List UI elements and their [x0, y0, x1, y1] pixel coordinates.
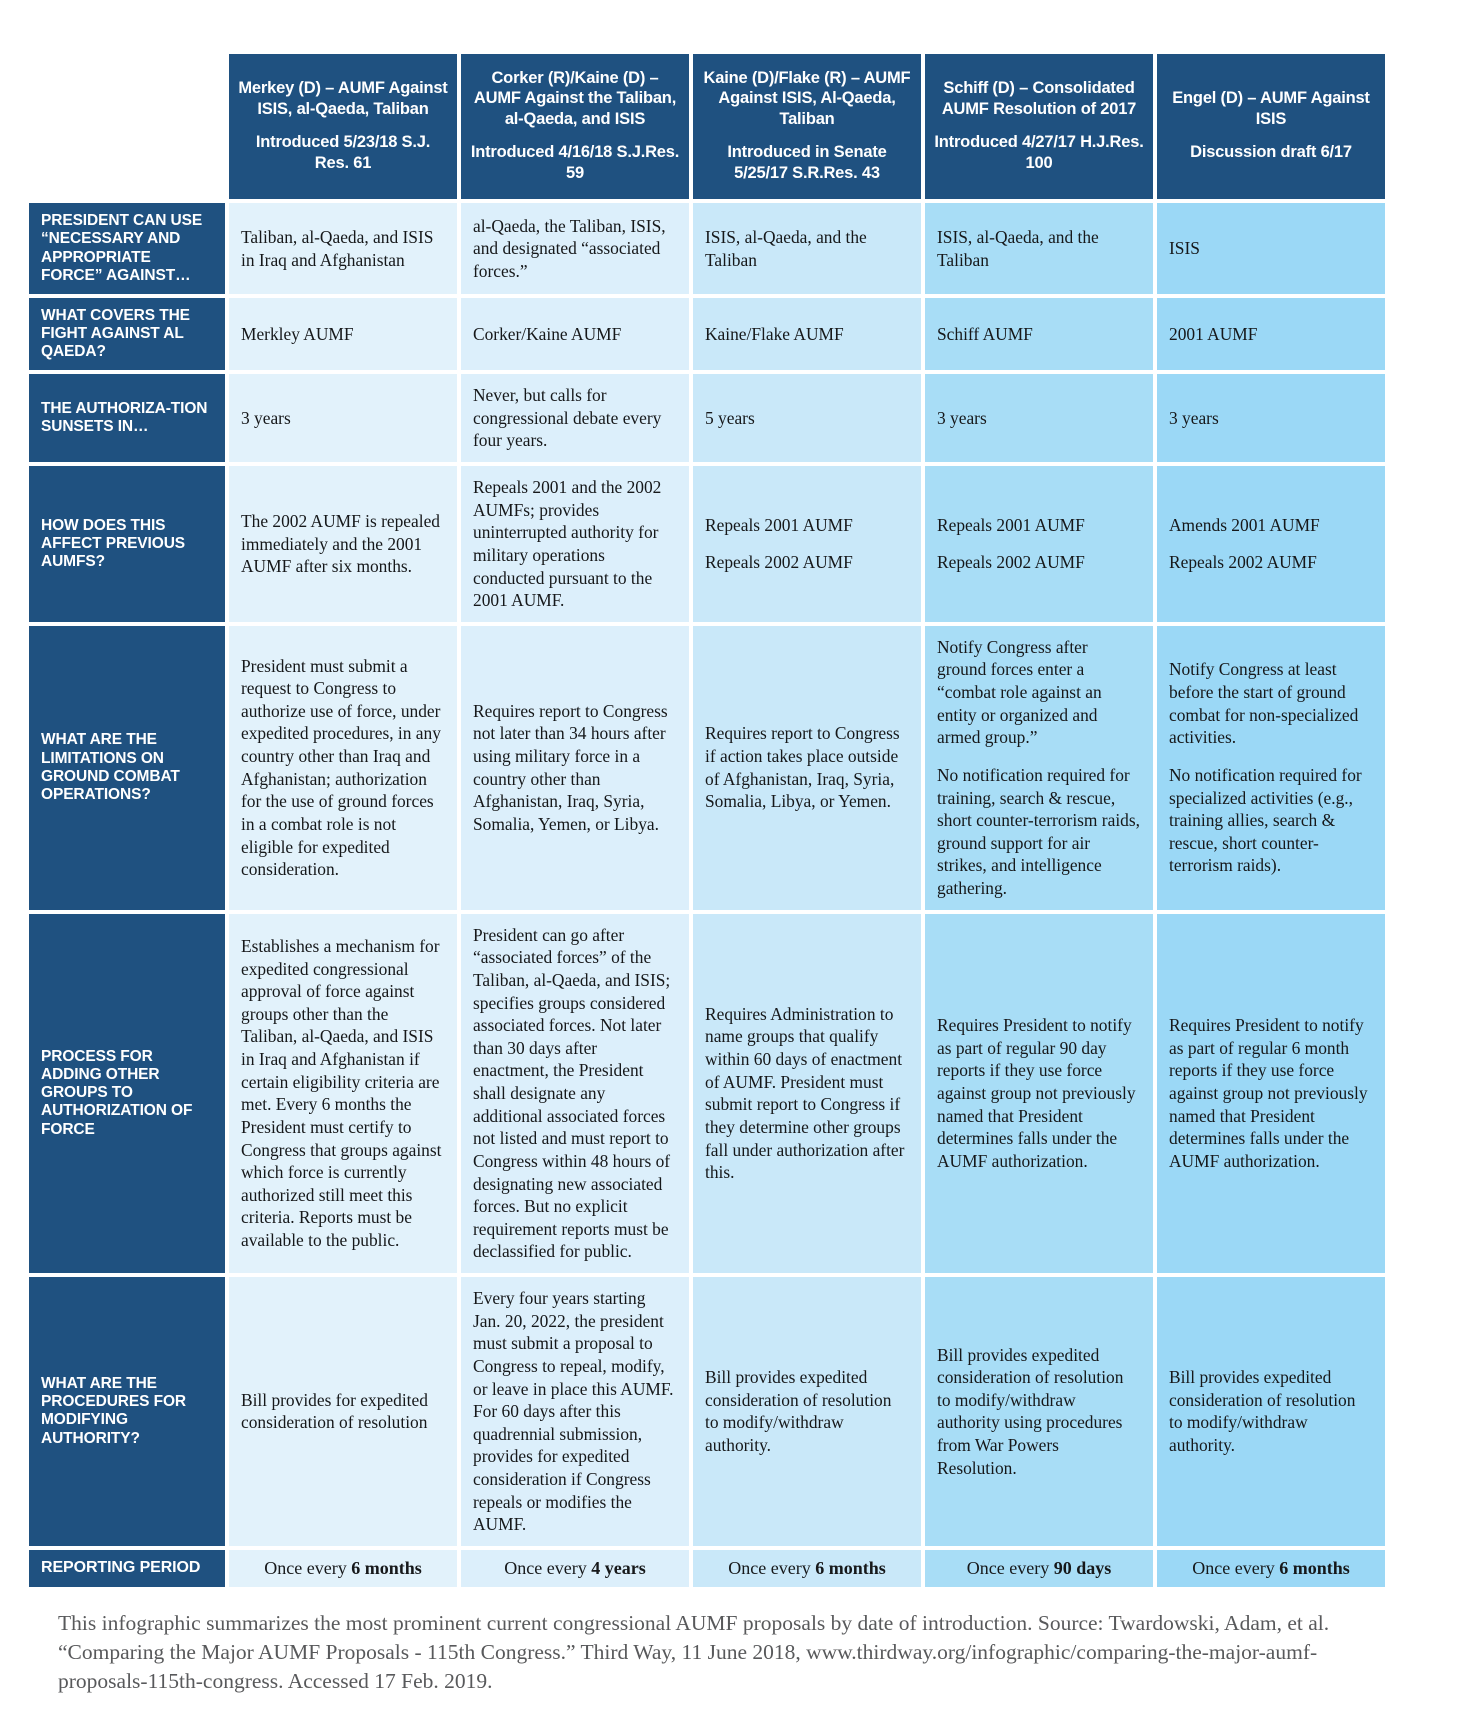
cell-paragraph: 3 years	[937, 407, 987, 428]
cell-paragraph: President must submit a request to Congress to authorize use of force, under expedited procedures, in any country other than Iraq and Afghanistan; authorization for the use of ground forces in a combat role is not eligible for expedited consideration.	[241, 655, 441, 880]
column-title: Corker (R)/Kaine (D) – AUMF Against the Taliban, al-Qaeda, and ISIS	[473, 69, 677, 128]
cell-reporting-period-merkley	[229, 1550, 457, 1587]
cell-paragraph: Amends 2001 AUMF	[1169, 514, 1320, 535]
cell-paragraph: Bill provides expedited consideration of resolution to modify/withdraw authority using procedures from War Powers Resolution.	[937, 1344, 1124, 1478]
row-header-ground-combat-limits: WHAT ARE THE LIMITATIONS ON GROUND COMBAT OPERATIONS?	[29, 626, 225, 910]
cell-paragraph: 2001 AUMF	[1169, 323, 1258, 344]
cell-paragraph: Requires President to notify as part of regular 90 day reports if they use force against group not previously named that President determines falls under the AUMF authorization.	[937, 1015, 1136, 1171]
reporting-period-prefix: Once every	[966, 1557, 1054, 1578]
column-header-engel	[1157, 54, 1385, 199]
table-row	[29, 1277, 1385, 1546]
reporting-period-prefix: Once every	[264, 1557, 352, 1578]
cell-paragraph: Every four years starting Jan. 20, 2022, the president must submit a proposal to Congress to repeal, modify, or leave in place this AUMF. For 60 days after this quadrennial submission, provides for expedited consideration if Congress repeals or modifies the AUMF.	[473, 1288, 674, 1535]
cell-adding-groups-merkley	[229, 914, 457, 1273]
column-header-schiff	[925, 54, 1153, 199]
cell-previous-aumfs-merkley	[229, 466, 457, 622]
cell-paragraph: ISIS, al-Qaeda, and the Taliban	[705, 226, 867, 270]
table-row	[29, 298, 1385, 370]
table-row	[29, 203, 1385, 294]
cell-paragraph: No notification required for specialized activities (e.g., training allies, search & rescue, short counter-terrorism raids).	[1169, 764, 1362, 876]
cell-necessary-force-kaine-flake	[693, 203, 921, 294]
cell-paragraph: Establishes a mechanism for expedited congressional approval of force against groups other than the Taliban, al-Qaeda, and ISIS in Iraq and Afghanistan if certain eligibility criteria are met. Every 6 months the President must certify to Congress that groups against which force is currently authorized still meet this criteria. Reports must be available to the public.	[241, 935, 442, 1251]
cell-paragraph: Repeals 2002 AUMF	[937, 552, 1085, 573]
cell-ground-combat-limits-schiff	[925, 626, 1153, 910]
table-corner-spacer	[29, 54, 225, 199]
column-title: Kaine (D)/Flake (R) – AUMF Against ISIS, Al-Qaeda, Taliban	[703, 69, 911, 128]
cell-paragraph: al-Qaeda, the Taliban, ISIS, and designated “associated forces.”	[473, 215, 666, 281]
cell-paragraph: Schiff AUMF	[937, 323, 1033, 344]
cell-sunset-corker-kaine	[461, 374, 689, 462]
reporting-period-prefix: Once every	[728, 1557, 816, 1578]
cell-paragraph: 5 years	[705, 407, 755, 428]
cell-sunset-merkley	[229, 374, 457, 462]
source-caption: This infographic summarizes the most prominent current congressional AUMF proposals by date of introduction. Source: Twardowski, Adam, et al. “Comparing the Major AUMF Proposals - 115th Congress.” Third Way, 11 June 2018, www.thirdway.org/infographic/comparing-the-major-aumf-proposals-115th-congress. Accessed 17 Feb. 2019.	[58, 1611, 1330, 1694]
cell-paragraph: Requires report to Congress not later than 34 hours after using military force in a country other than Afghanistan, Iraq, Syria, Somalia, Yemen, or Libya.	[473, 700, 668, 834]
column-header-merkley	[229, 54, 457, 199]
cell-reporting-period-schiff	[925, 1550, 1153, 1587]
cell-previous-aumfs-schiff	[925, 466, 1153, 622]
cell-paragraph: Merkley AUMF	[241, 323, 354, 344]
column-subtitle: Discussion draft 6/17	[1190, 143, 1352, 162]
row-header-modifying-authority: WHAT ARE THE PROCEDURES FOR MODIFYING AUTHORITY?	[29, 1277, 225, 1546]
cell-paragraph: Bill provides for expedited consideration of resolution	[241, 1389, 428, 1433]
cell-paragraph: Repeals 2001 AUMF	[705, 514, 853, 535]
row-header-sunset: THE AUTHORIZA-TION SUNSETS IN…	[29, 374, 225, 462]
cell-paragraph: ISIS, al-Qaeda, and the Taliban	[937, 226, 1099, 270]
cell-paragraph: Notify Congress at least before the start of ground combat for non-specialized activities.	[1169, 659, 1359, 748]
reporting-period-value: 6 months	[815, 1557, 886, 1578]
cell-paragraph: Notify Congress after ground forces enter a “combat role against an entity or organized and armed group.”	[937, 636, 1102, 748]
table-body	[29, 203, 1385, 1587]
cell-covers-al-qaeda-corker-kaine	[461, 298, 689, 370]
row-header-covers-al-qaeda: WHAT COVERS THE FIGHT AGAINST AL QAEDA?	[29, 298, 225, 370]
cell-adding-groups-schiff	[925, 914, 1153, 1273]
row-header-previous-aumfs: HOW DOES THIS AFFECT PREVIOUS AUMFS?	[29, 466, 225, 622]
reporting-period-value: 90 days	[1053, 1557, 1112, 1578]
cell-covers-al-qaeda-kaine-flake	[693, 298, 921, 370]
cell-modifying-authority-merkley	[229, 1277, 457, 1546]
cell-ground-combat-limits-corker-kaine	[461, 626, 689, 910]
cell-ground-combat-limits-merkley	[229, 626, 457, 910]
cell-paragraph: Bill provides expedited consideration of resolution to modify/withdraw authority.	[1169, 1367, 1356, 1456]
cell-sunset-engel	[1157, 374, 1385, 462]
aumf-comparison-table	[25, 50, 1389, 1591]
reporting-period-value: 6 months	[1279, 1557, 1350, 1578]
cell-paragraph: Bill provides expedited consideration of resolution to modify/withdraw authority.	[705, 1367, 892, 1456]
cell-covers-al-qaeda-engel	[1157, 298, 1385, 370]
cell-previous-aumfs-corker-kaine	[461, 466, 689, 622]
table-row	[29, 374, 1385, 462]
cell-paragraph: President can go after “associated forces” of the Taliban, al-Qaeda, and ISIS; specifies groups considered associated forces. Not later than 30 days after enactment, the President shall designate any additional associated forces not listed and must report to Congress within 48 hours of designating new associated forces. But no explicit requirement reports must be declassified for public.	[473, 924, 671, 1262]
cell-modifying-authority-kaine-flake	[693, 1277, 921, 1546]
cell-paragraph: No notification required for training, search & rescue, short counter-terrorism raids, ground support for air strikes, and intelligence gathering.	[937, 764, 1140, 899]
cell-paragraph: Never, but calls for congressional debate every four years.	[473, 385, 662, 451]
header-row	[29, 54, 1385, 199]
cell-paragraph: Kaine/Flake AUMF	[705, 323, 844, 344]
column-subtitle: Introduced 4/27/17 H.J.Res. 100	[934, 133, 1144, 172]
table-row	[29, 466, 1385, 622]
cell-paragraph: Repeals 2002 AUMF	[1169, 552, 1317, 573]
cell-adding-groups-kaine-flake	[693, 914, 921, 1273]
cell-necessary-force-schiff	[925, 203, 1153, 294]
column-subtitle: Introduced 5/23/18 S.J. Res. 61	[255, 133, 431, 172]
cell-necessary-force-merkley	[229, 203, 457, 294]
cell-sunset-schiff	[925, 374, 1153, 462]
cell-paragraph: 3 years	[241, 407, 291, 428]
cell-paragraph: Requires report to Congress if action takes place outside of Afghanistan, Iraq, Syria, Somalia, Libya, or Yemen.	[705, 723, 900, 812]
cell-reporting-period-engel	[1157, 1550, 1385, 1587]
cell-covers-al-qaeda-merkley	[229, 298, 457, 370]
cell-paragraph: ISIS	[1169, 238, 1200, 259]
cell-reporting-period-kaine-flake	[693, 1550, 921, 1587]
column-title: Schiff (D) – Consolidated AUMF Resolution of 2017	[941, 79, 1137, 118]
cell-modifying-authority-schiff	[925, 1277, 1153, 1546]
row-header-adding-groups: PROCESS FOR ADDING OTHER GROUPS TO AUTHORIZATION OF FORCE	[29, 914, 225, 1273]
table-row	[29, 914, 1385, 1273]
cell-necessary-force-engel	[1157, 203, 1385, 294]
table-row	[29, 626, 1385, 910]
cell-modifying-authority-corker-kaine	[461, 1277, 689, 1546]
cell-adding-groups-corker-kaine	[461, 914, 689, 1273]
column-header-kaine-flake	[693, 54, 921, 199]
cell-modifying-authority-engel	[1157, 1277, 1385, 1546]
cell-necessary-force-corker-kaine	[461, 203, 689, 294]
column-title: Merkey (D) – AUMF Against ISIS, al-Qaeda, Taliban	[238, 79, 448, 118]
reporting-period-value: 4 years	[591, 1557, 646, 1578]
cell-sunset-kaine-flake	[693, 374, 921, 462]
cell-ground-combat-limits-engel	[1157, 626, 1385, 910]
cell-paragraph: 3 years	[1169, 407, 1219, 428]
cell-adding-groups-engel	[1157, 914, 1385, 1273]
cell-covers-al-qaeda-schiff	[925, 298, 1153, 370]
cell-paragraph: Repeals 2002 AUMF	[705, 552, 853, 573]
column-title: Engel (D) – AUMF Against ISIS	[1172, 89, 1370, 128]
cell-ground-combat-limits-kaine-flake	[693, 626, 921, 910]
cell-paragraph: Repeals 2001 and the 2002 AUMFs; provides uninterrupted authority for military operations conducted pursuant to the 2001 AUMF.	[473, 477, 662, 611]
cell-previous-aumfs-kaine-flake	[693, 466, 921, 622]
reporting-period-prefix: Once every	[1192, 1557, 1280, 1578]
infographic-sheet	[0, 50, 1480, 1715]
reporting-period-prefix: Once every	[504, 1557, 592, 1578]
reporting-period-value: 6 months	[351, 1557, 422, 1578]
column-subtitle: Introduced 4/16/18 S.J.Res. 59	[470, 143, 680, 182]
row-header-necessary-force: PRESIDENT CAN USE “NECESSARY AND APPROPRIATE FORCE” AGAINST…	[29, 203, 225, 294]
cell-paragraph: Taliban, al-Qaeda, and ISIS in Iraq and Afghanistan	[241, 226, 434, 270]
reporting-period-row	[29, 1550, 1385, 1587]
table-header	[29, 54, 1385, 199]
cell-paragraph: Requires President to notify as part of regular 6 month reports if they use force against group not previously named that President determines falls under the AUMF authorization.	[1169, 1015, 1368, 1171]
cell-paragraph: Requires Administration to name groups that qualify within 60 days of enactment of AUMF. President must submit report to Congress if they determine other groups fall under authorization after this.	[705, 1003, 905, 1183]
cell-previous-aumfs-engel	[1157, 466, 1385, 622]
cell-paragraph: Repeals 2001 AUMF	[937, 514, 1085, 535]
cell-paragraph: The 2002 AUMF is repealed immediately and the 2001 AUMF after six months.	[241, 510, 440, 577]
cell-paragraph: Corker/Kaine AUMF	[473, 323, 622, 344]
cell-reporting-period-corker-kaine	[461, 1550, 689, 1587]
column-header-corker-kaine	[461, 54, 689, 199]
column-subtitle: Introduced in Senate 5/25/17 S.R.Res. 43	[727, 143, 887, 182]
row-header-reporting-period: REPORTING PERIOD	[29, 1550, 225, 1587]
